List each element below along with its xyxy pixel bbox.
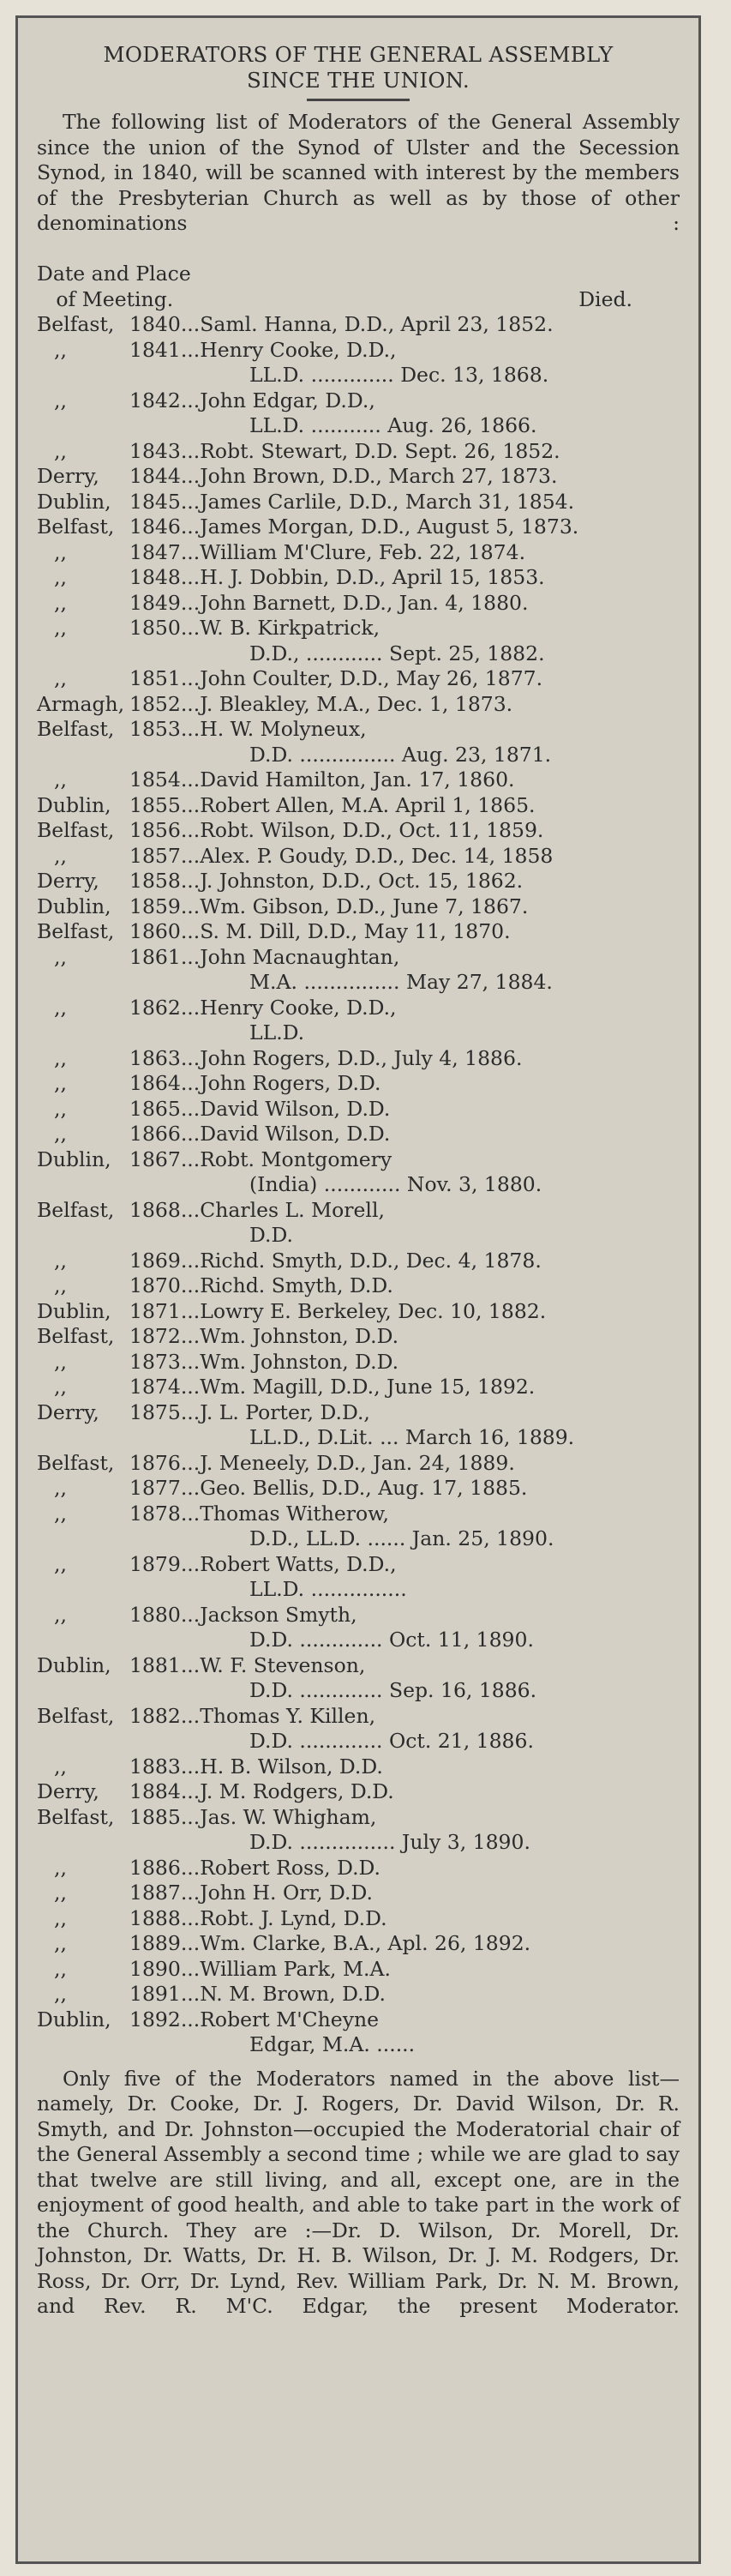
list-item (37, 388, 680, 439)
entry-continuation: D.D. (249, 1223, 293, 1247)
entry-year: 1866 (129, 1122, 181, 1146)
entry-line (37, 1071, 680, 1097)
entry-moderator: ...N. M. Brown, D.D. (180, 1982, 386, 2006)
list-item (37, 1071, 680, 1097)
entry-year: 1841 (129, 337, 181, 362)
entry-moderator: ...Saml. Hanna, D.D., April 23, 1852. (180, 312, 554, 336)
list-item (37, 818, 680, 844)
list-item (37, 565, 680, 591)
entry-moderator: ...Richd. Smyth, D.D., Dec. 4, 1878. (180, 1248, 542, 1273)
entry-place: Belfast, (37, 818, 115, 842)
entry-year: 1872 (129, 1324, 181, 1348)
entry-moderator: ...S. M. Dill, D.D., May 11, 1870. (180, 919, 511, 943)
entry-line (37, 490, 680, 515)
entry-year: 1871 (129, 1298, 181, 1323)
entry-continuation: LL.D. ............... (249, 1577, 407, 1601)
entry-line (37, 616, 680, 641)
entry-year: 1883 (129, 1754, 181, 1779)
entry-place: Dublin, (37, 1298, 111, 1323)
entry-line (37, 1881, 680, 1906)
entry-moderator: ...Jackson Smyth, (180, 1602, 357, 1627)
entry-year: 1869 (129, 1248, 181, 1273)
list-item (37, 1198, 680, 1249)
entry-moderator: ...Robert M'Cheyne (180, 2007, 380, 2031)
entry-year: 1863 (129, 1045, 181, 1070)
list-item (37, 1122, 680, 1147)
list-item (37, 1603, 680, 1653)
title-line-2: SINCE THE UNION. (246, 68, 470, 93)
entry-year: 1880 (129, 1602, 181, 1627)
entry-continuation: D.D., LL.D. ...... Jan. 25, 1890. (249, 1526, 554, 1550)
entry-line (37, 1350, 680, 1375)
entry-place: ,, (54, 1273, 67, 1297)
entry-moderator: ...Robt. Stewart, D.D. Sept. 26, 1852. (180, 438, 560, 463)
entry-moderator: ...W. F. Stevenson, (180, 1652, 366, 1677)
entry-continuation: D.D. ............. Sep. 16, 1886. (249, 1678, 537, 1702)
entry-moderator: ...Robert Watts, D.D., (180, 1551, 397, 1576)
entry-line (37, 1552, 680, 1578)
entry-moderator: ...John Rogers, D.D., July 4, 1886. (180, 1045, 523, 1070)
entry-moderator: ...William Park, M.A. (180, 1956, 391, 1981)
entry-year: 1874 (129, 1375, 181, 1399)
entry-line (37, 565, 680, 591)
list-item (37, 1451, 680, 1477)
entry-moderator: ...Thomas Witherow, (180, 1501, 389, 1526)
entry-moderator: ...H. W. Molyneux, (180, 717, 367, 741)
entry-year: 1849 (129, 590, 181, 615)
entry-place: Derry, (37, 1399, 99, 1424)
entry-line (37, 1779, 680, 1805)
entry-line (37, 666, 680, 692)
entry-line (37, 894, 680, 920)
entry-moderator: ...Henry Cooke, D.D., (180, 995, 397, 1020)
entry-line (37, 312, 680, 338)
entry-year: 1855 (129, 792, 181, 817)
entry-place: Armagh, (37, 691, 125, 716)
entry-year: 1858 (129, 869, 181, 893)
entry-moderator: ...J. Bleakley, M.A., Dec. 1, 1873. (180, 691, 513, 716)
entry-place: ,, (54, 1476, 67, 1500)
entry-line (37, 591, 680, 617)
list-item (37, 919, 680, 945)
entry-line (37, 540, 680, 566)
list-item (37, 869, 680, 894)
entry-line (37, 338, 680, 364)
entry-line (37, 1400, 680, 1426)
entry-line (37, 1299, 680, 1325)
list-item (37, 1982, 680, 2007)
entry-place: Derry, (37, 869, 99, 893)
entry-line (37, 1805, 680, 1831)
list-item (37, 591, 680, 617)
entry-year: 1844 (129, 464, 181, 488)
entry-moderator: ...James Carlile, D.D., March 31, 1854. (180, 489, 575, 514)
entry-place: ,, (54, 1982, 67, 2006)
entry-year: 1862 (129, 995, 181, 1020)
list-item (37, 793, 680, 819)
list-item (37, 945, 680, 996)
list-item (37, 338, 680, 388)
entry-place: ,, (54, 438, 67, 463)
entry-year: 1885 (129, 1804, 181, 1829)
entry-place: ,, (54, 1602, 67, 1627)
entry-year: 1859 (129, 894, 181, 918)
list-item (37, 844, 680, 870)
list-item (37, 1097, 680, 1122)
entry-place: Belfast, (37, 515, 115, 539)
entry-line (37, 1198, 680, 1224)
entry-place: ,, (54, 1071, 67, 1095)
entry-line (37, 1603, 680, 1628)
entry-line (37, 1451, 680, 1477)
entry-line (37, 1273, 680, 1299)
entry-line (37, 692, 680, 718)
entry-moderator: ...David Hamilton, Jan. 17, 1860. (180, 767, 515, 791)
entry-continuation: LL.D., D.Lit. ... March 16, 1889. (249, 1425, 575, 1449)
entry-year: 1846 (129, 515, 181, 539)
entry-moderator: ...Charles L. Morell, (180, 1197, 385, 1222)
entry-year: 1887 (129, 1881, 181, 1905)
entry-year: 1848 (129, 565, 181, 589)
entry-moderator: ...Robt. Wilson, D.D., Oct. 11, 1859. (180, 818, 544, 842)
list-item (37, 439, 680, 465)
entry-place: ,, (54, 1045, 67, 1070)
entry-moderator: ...Richd. Smyth, D.D. (180, 1273, 393, 1297)
entry-year: 1856 (129, 818, 181, 842)
list-item (37, 1400, 680, 1451)
list-item (37, 1350, 680, 1375)
list-item (37, 1046, 680, 1072)
newspaper-clipping (15, 15, 701, 2564)
entry-moderator: ...John Macnaughtan, (180, 944, 400, 969)
entry-line (37, 1931, 680, 1957)
list-item (37, 1147, 680, 1198)
entry-line (37, 1324, 680, 1350)
list-item (37, 1754, 680, 1780)
entry-year: 1865 (129, 1096, 181, 1121)
entry-line (37, 1097, 680, 1122)
entry-moderator: ...Wm. Johnston, D.D. (180, 1349, 399, 1374)
entry-place: ,, (54, 388, 67, 412)
entry-year: 1884 (129, 1779, 181, 1803)
entry-year: 1847 (129, 539, 181, 564)
entry-line (37, 996, 680, 1021)
entry-line (37, 439, 680, 465)
title-rule (307, 99, 410, 101)
entry-moderator: ...Wm. Gibson, D.D., June 7, 1867. (180, 894, 529, 918)
entry-line (37, 767, 680, 793)
entry-place: Belfast, (37, 1804, 115, 1829)
entry-line (37, 1502, 680, 1527)
entry-line (37, 1704, 680, 1730)
list-item (37, 1476, 680, 1502)
entry-line (37, 1476, 680, 1502)
entry-moderator: ...J. L. Porter, D.D., (180, 1399, 370, 1424)
entry-year: 1854 (129, 767, 181, 791)
list-item (37, 767, 680, 793)
list-item (37, 616, 680, 666)
entry-year: 1864 (129, 1071, 181, 1095)
header-died: Died. (578, 286, 632, 311)
list-item (37, 1704, 680, 1754)
entry-line (37, 1957, 680, 1983)
entry-continuation: LL.D. ............. Dec. 13, 1868. (249, 363, 549, 387)
entry-continuation: D.D., ............ Sept. 25, 1882. (249, 641, 545, 665)
entry-place: Dublin, (37, 2007, 111, 2031)
entry-line (37, 1375, 680, 1400)
entry-year: 1867 (129, 1147, 181, 1171)
entry-year: 1882 (129, 1703, 181, 1728)
entry-continuation: D.D. ............... July 3, 1890. (249, 1830, 530, 1854)
entry-place: ,, (54, 1956, 67, 1981)
intro-paragraph: The following list of Moderators of the General Assembly since the union of the Synod of Ulster and the Secession Synod, in 1840, will be scanned with interest by the members of the Presbyterian Church as well as by those of other denominations : (37, 110, 680, 235)
entry-year: 1873 (129, 1349, 181, 1374)
list-item (37, 692, 680, 718)
entry-year: 1878 (129, 1501, 181, 1526)
entry-place: ,, (54, 1349, 67, 1374)
entry-place: ,, (54, 1754, 67, 1779)
header-of-meeting: of Meeting. (37, 286, 174, 311)
entry-place: Belfast, (37, 919, 115, 943)
entry-place: Derry, (37, 464, 99, 488)
list-item (37, 894, 680, 920)
entry-year: 1877 (129, 1476, 181, 1500)
entry-year: 1852 (129, 691, 181, 716)
entry-place: ,, (54, 1905, 67, 1930)
entry-moderator: ...Wm. Johnston, D.D. (180, 1324, 399, 1348)
entry-line (37, 869, 680, 894)
list-item (37, 666, 680, 692)
entry-line (37, 515, 680, 540)
entry-moderator: ...Wm. Clarke, B.A., Apl. 26, 1892. (180, 1931, 531, 1955)
entry-moderator: ...Robt. Montgomery (180, 1147, 392, 1171)
entry-moderator: ...J. Meneely, D.D., Jan. 24, 1889. (180, 1450, 515, 1475)
closing-paragraph: Only five of the Moderators named in the above list—namely, Dr. Cooke, Dr. J. Rogers, Dr. David Wilson, Dr. R. Smyth, and Dr. Johnston—occupied the Moderatorial chair of the General Assembly a second time ; while we are glad to say that twelve are still living, and all, except one, are in the enjoyment of good health, and able to take part in the work of the Church. They are :—Dr. D. Wilson, Dr. Morell, Dr. Johnston, Dr. Watts, Dr. H. B. Wilson, Dr. J. M. Rodgers, Dr. Ross, Dr. Orr, Dr. Lynd, Rev. William Park, Dr. N. M. Brown, and Rev. R. M'C. Edgar, the present Moderator. (37, 2066, 680, 2318)
entry-moderator: ...John Barnett, D.D., Jan. 4, 1880. (180, 590, 529, 615)
entry-line (37, 1249, 680, 1274)
entry-place: ,, (54, 616, 67, 640)
entry-year: 1892 (129, 2007, 181, 2031)
entry-place: Dublin, (37, 792, 111, 817)
entry-year: 1876 (129, 1450, 181, 1475)
entry-moderator: ...H. J. Dobbin, D.D., April 15, 1853. (180, 565, 545, 589)
header-date-place: Date and Place (37, 262, 191, 286)
entry-year: 1850 (129, 616, 181, 640)
entry-line (37, 1147, 680, 1173)
entry-year: 1886 (129, 1855, 181, 1880)
entry-year: 1842 (129, 388, 181, 412)
entry-moderator: ...J. M. Rodgers, D.D. (180, 1779, 394, 1803)
entry-line (37, 1982, 680, 2007)
entry-place: Belfast, (37, 717, 115, 741)
list-item (37, 464, 680, 490)
entry-line (37, 717, 680, 743)
entry-moderator: ...Thomas Y. Killen, (180, 1703, 376, 1728)
list-item (37, 1249, 680, 1274)
title-line-1: MODERATORS OF THE GENERAL ASSEMBLY (103, 42, 614, 67)
entry-line (37, 818, 680, 844)
entry-year: 1881 (129, 1652, 181, 1677)
entry-continuation: LL.D. (249, 1020, 305, 1044)
entry-place: ,, (54, 1248, 67, 1273)
entry-place: ,, (54, 944, 67, 969)
entry-line (37, 1046, 680, 1072)
entry-place: Belfast, (37, 1197, 115, 1222)
entry-year: 1843 (129, 438, 181, 463)
entry-place: Belfast, (37, 312, 115, 336)
entry-moderator: ...John Rogers, D.D. (180, 1071, 381, 1095)
entry-line (37, 1754, 680, 1780)
entry-line (37, 844, 680, 870)
entry-line (37, 793, 680, 819)
entry-place: ,, (54, 539, 67, 564)
list-item (37, 1881, 680, 1906)
entry-moderator: ...James Morgan, D.D., August 5, 1873. (180, 515, 579, 539)
entry-year: 1879 (129, 1551, 181, 1576)
entry-place: ,, (54, 565, 67, 589)
entry-moderator: ...Robert Allen, M.A. April 1, 1865. (180, 792, 536, 817)
entry-year: 1840 (129, 312, 181, 336)
entry-moderator: ...W. B. Kirkpatrick, (180, 616, 380, 640)
entry-year: 1851 (129, 666, 181, 690)
list-item (37, 1502, 680, 1552)
entry-moderator: ...David Wilson, D.D. (180, 1096, 391, 1121)
article-column (37, 42, 680, 2344)
entry-place: ,, (54, 995, 67, 1020)
moderator-list (37, 312, 680, 2058)
list-item (37, 312, 680, 338)
list-item (37, 996, 680, 1046)
list-item (37, 1299, 680, 1325)
entry-place: Derry, (37, 1779, 99, 1803)
entry-place: ,, (54, 1501, 67, 1526)
entry-continuation: (India) ............ Nov. 3, 1880. (249, 1172, 542, 1196)
list-item (37, 1324, 680, 1350)
entry-moderator: ...William M'Clure, Feb. 22, 1874. (180, 539, 526, 564)
entry-line (37, 1653, 680, 1679)
article-title (37, 42, 680, 93)
entry-moderator: ...John Brown, D.D., March 27, 1873. (180, 464, 558, 488)
list-item (37, 490, 680, 515)
entry-continuation: M.A. ............... May 27, 1884. (249, 970, 553, 994)
list-item (37, 515, 680, 540)
entry-place: Dublin, (37, 894, 111, 918)
entry-moderator: ...David Wilson, D.D. (180, 1122, 391, 1146)
list-item (37, 1779, 680, 1805)
entry-moderator: ...John Edgar, D.D., (180, 388, 375, 412)
entry-place: Belfast, (37, 1450, 115, 1475)
entry-moderator: ...John H. Orr, D.D. (180, 1881, 374, 1905)
list-item (37, 1653, 680, 1704)
entry-year: 1861 (129, 944, 181, 969)
list-item (37, 2007, 680, 2058)
entry-moderator: ...J. Johnston, D.D., Oct. 15, 1862. (180, 869, 524, 893)
entry-year: 1889 (129, 1931, 181, 1955)
entry-place: ,, (54, 843, 67, 868)
entry-moderator: ...H. B. Wilson, D.D. (180, 1754, 383, 1779)
list-item (37, 1805, 680, 1856)
entry-moderator: ...Robt. J. Lynd, D.D. (180, 1905, 387, 1930)
entry-place: ,, (54, 666, 67, 690)
list-item (37, 1931, 680, 1957)
entry-place: ,, (54, 767, 67, 791)
entry-year: 1875 (129, 1399, 181, 1424)
entry-place: ,, (54, 1122, 67, 1146)
entry-continuation: D.D. ............... Aug. 23, 1871. (249, 742, 552, 767)
entry-year: 1870 (129, 1273, 181, 1297)
entry-place: ,, (54, 1551, 67, 1576)
entry-place: ,, (54, 1881, 67, 1905)
list-header (37, 262, 680, 312)
entry-year: 1857 (129, 843, 181, 868)
entry-place: Belfast, (37, 1324, 115, 1348)
list-item (37, 1273, 680, 1299)
entry-moderator: ...Jas. W. Whigham, (180, 1804, 377, 1829)
entry-line (37, 1122, 680, 1147)
entry-place: Dublin, (37, 1652, 111, 1677)
entry-line (37, 464, 680, 490)
entry-place: ,, (54, 1096, 67, 1121)
entry-year: 1845 (129, 489, 181, 514)
entry-moderator: ...Geo. Bellis, D.D., Aug. 17, 1885. (180, 1476, 528, 1500)
entry-line (37, 1906, 680, 1932)
list-item (37, 717, 680, 767)
entry-year: 1860 (129, 919, 181, 943)
entry-moderator: ...Robert Ross, D.D. (180, 1855, 381, 1880)
entry-moderator: ...Lowry E. Berkeley, Dec. 10, 1882. (180, 1298, 547, 1323)
entry-moderator: ...Alex. P. Goudy, D.D., Dec. 14, 1858 (180, 843, 554, 868)
entry-place: ,, (54, 590, 67, 615)
list-item (37, 1906, 680, 1932)
list-item (37, 1856, 680, 1881)
entry-year: 1891 (129, 1982, 181, 2006)
entry-continuation: D.D. ............. Oct. 21, 1886. (249, 1729, 534, 1753)
entry-line (37, 2007, 680, 2033)
entry-line (37, 945, 680, 971)
entry-line (37, 388, 680, 414)
list-item (37, 1957, 680, 1983)
list-item (37, 1552, 680, 1603)
entry-line (37, 1856, 680, 1881)
entry-year: 1890 (129, 1956, 181, 1981)
entry-line (37, 919, 680, 945)
entry-place: ,, (54, 337, 67, 362)
list-item (37, 540, 680, 566)
entry-moderator: ...Wm. Magill, D.D., June 15, 1892. (180, 1375, 536, 1399)
entry-place: ,, (54, 1855, 67, 1880)
entry-moderator: ...Henry Cooke, D.D., (180, 337, 397, 362)
entry-continuation: Edgar, M.A. ...... (249, 2032, 416, 2056)
list-item (37, 1375, 680, 1400)
entry-year: 1853 (129, 717, 181, 741)
entry-moderator: ...John Coulter, D.D., May 26, 1877. (180, 666, 543, 690)
entry-year: 1868 (129, 1197, 181, 1222)
entry-year: 1888 (129, 1905, 181, 1930)
entry-continuation: LL.D. ........... Aug. 26, 1866. (249, 413, 537, 437)
entry-place: ,, (54, 1931, 67, 1955)
entry-place: Dublin, (37, 1147, 111, 1171)
entry-place: ,, (54, 1375, 67, 1399)
entry-place: Belfast, (37, 1703, 115, 1728)
entry-place: Dublin, (37, 489, 111, 514)
entry-continuation: D.D. ............. Oct. 11, 1890. (249, 1628, 534, 1652)
